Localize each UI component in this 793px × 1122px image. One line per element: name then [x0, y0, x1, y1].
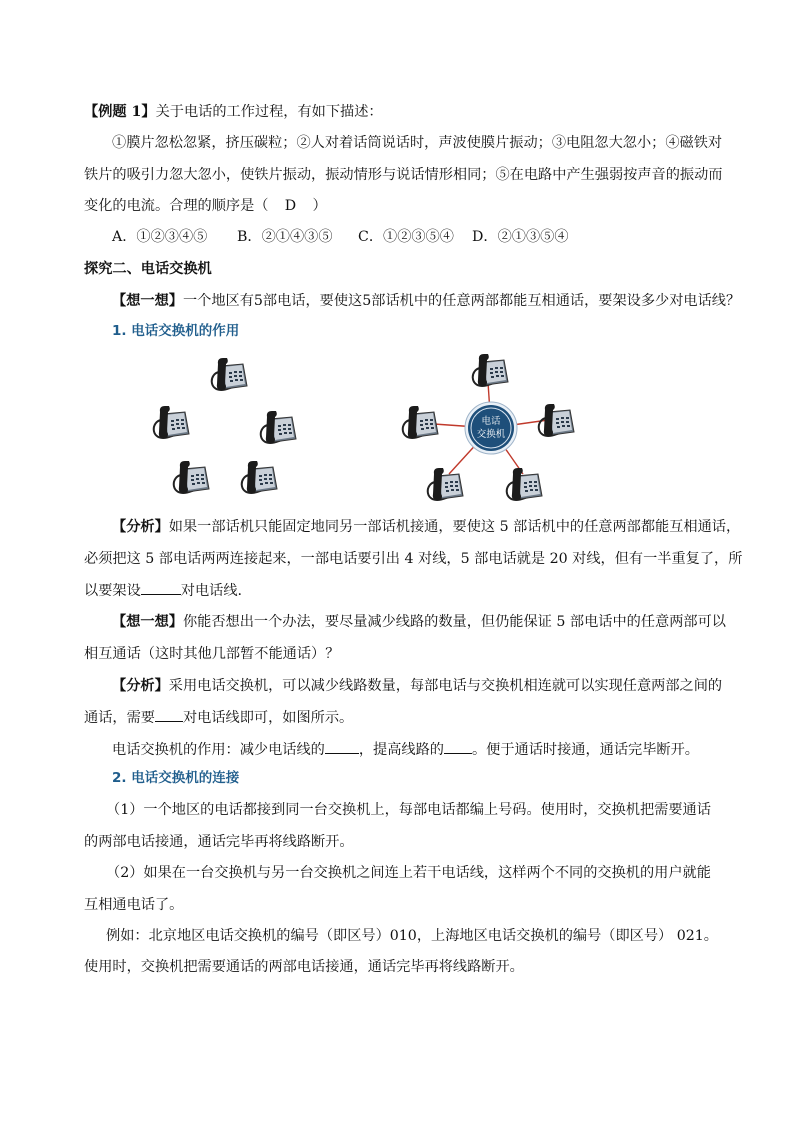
sub1-title: 1. 电话交换机的作用: [112, 323, 240, 339]
answer-blank: [325, 739, 359, 754]
think2-text1: 你能否想出一个办法，要尽量减少线路的数量，但仍能保证 5 部电话中的任意两部可以: [182, 614, 726, 630]
telephone-icon: [242, 461, 277, 493]
telephone-icon: [174, 461, 209, 493]
think1-line: [112, 291, 741, 311]
example1-answer: D: [284, 198, 297, 214]
option-b: B．②①④③⑤: [237, 229, 333, 245]
think2-line1: [112, 612, 726, 632]
function-line: [112, 739, 714, 760]
function-mid: ，提高线路的: [358, 742, 444, 758]
telephone-icon: [428, 468, 463, 500]
function-post: 。便于通话时接通，通话完毕断开。: [471, 742, 699, 758]
analysis2-line1: [112, 676, 723, 696]
section2-title: 探究二、电话交换机: [84, 261, 212, 277]
example1-stem: 关于电话的工作过程，有如下描述：: [155, 104, 383, 120]
example1-desc-line1: ①膜片忽松忽紧，挤压碳粒；②人对着话筒说话时，声波使膜片振动；③电阻忽大忽小；④磁铁对: [112, 135, 723, 151]
analysis2-line2-post: 对电话线即可，如图所示。: [182, 710, 354, 726]
example1-desc-line3-post: ）: [312, 198, 327, 214]
switch-label-line1: 电话: [481, 416, 501, 427]
analysis1-line1: [112, 517, 741, 537]
telephone-icon: [507, 468, 542, 500]
conn1-line2: 的两部电话接通，通话完毕再将线路断开。: [84, 834, 354, 850]
telephone-diagram: [0, 350, 793, 510]
conn2-line2: 互相通电话了。: [84, 897, 184, 913]
answer-blank: [444, 739, 472, 754]
example-line2: 使用时，交换机把需要通话的两部电话接通，通话完毕再将线路断开。: [84, 959, 524, 975]
example1-desc-line2: 铁片的吸引力忽大忽小，使铁片振动，振动情形与说话情形相同；⑤在电路中产生强弱按声音的振动而: [84, 167, 723, 183]
analysis1-line3-post: 对电话线.: [180, 583, 243, 599]
sub2-title: 2. 电话交换机的连接: [112, 770, 240, 786]
telephone-icon: [403, 406, 438, 438]
option-c: C．①②③⑤④: [358, 229, 454, 245]
answer-blank: [141, 580, 181, 595]
analysis1-text1: 如果一部话机只能固定地同另一部话机接通，要使这 5 部话机中的任意两部都能互相通话，: [168, 519, 741, 535]
think1-label: 【想一想】: [112, 293, 183, 309]
conn2-line1: （2）如果在一台交换机与另一台交换机之间连上若干电话线，这样两个不同的交换机的用户就能: [106, 865, 711, 881]
think2-line2: 相互通话（这时其他几部暂不能通话）？: [84, 646, 340, 662]
analysis1-line2: 必须把这 5 部电话两两连接起来，一部电话要引出 4 对线，5 部电话就是 20 对线，但有一半重复了，所: [84, 551, 743, 567]
analysis1-line3: [84, 580, 714, 601]
option-a: A．①②③④⑤: [112, 229, 208, 245]
example1-stem-line: [84, 102, 714, 122]
telephone-icon: [154, 406, 189, 438]
conn1-line1: （1）一个地区的电话都接到同一台交换机上，每部电话都编上号码。使用时，交换机把需要通话: [106, 802, 711, 818]
answer-blank: [155, 707, 183, 722]
example1-label: 【例题 1】: [84, 104, 156, 120]
telephone-icon: [212, 358, 247, 390]
switch-label-line2: 交换机: [476, 429, 506, 440]
example-line1: 例如：北京地区电话交换机的编号（即区号）010，上海地区电话交换机的编号（即区号） 021。: [106, 928, 718, 944]
think1-text: 一个地区有5部电话，要使这5部话机中的任意两部都能互相通话，要架设多少对电话线？: [182, 293, 741, 309]
think2-label: 【想一想】: [112, 614, 183, 630]
example1-desc-line3-pre: 变化的电流。合理的顺序是（: [84, 198, 269, 214]
analysis2-line2-pre: 通话，需要: [84, 710, 155, 726]
analysis2-text1: 采用电话交换机，可以减少线路数量，每部电话与交换机相连就可以实现任意两部之间的: [168, 678, 723, 694]
switchboard-node: [465, 402, 517, 454]
analysis1-line3-pre: 以要架设: [84, 583, 141, 599]
function-pre: 电话交换机的作用：减少电话线的: [112, 742, 325, 758]
telephone-icon: [473, 354, 508, 386]
telephone-icon: [261, 411, 296, 443]
analysis1-label: 【分析】: [112, 519, 169, 535]
example1-desc-line3: [84, 196, 714, 216]
option-d: D．②①③⑤④: [472, 229, 569, 245]
analysis2-label: 【分析】: [112, 678, 169, 694]
analysis2-line2: [84, 707, 714, 728]
